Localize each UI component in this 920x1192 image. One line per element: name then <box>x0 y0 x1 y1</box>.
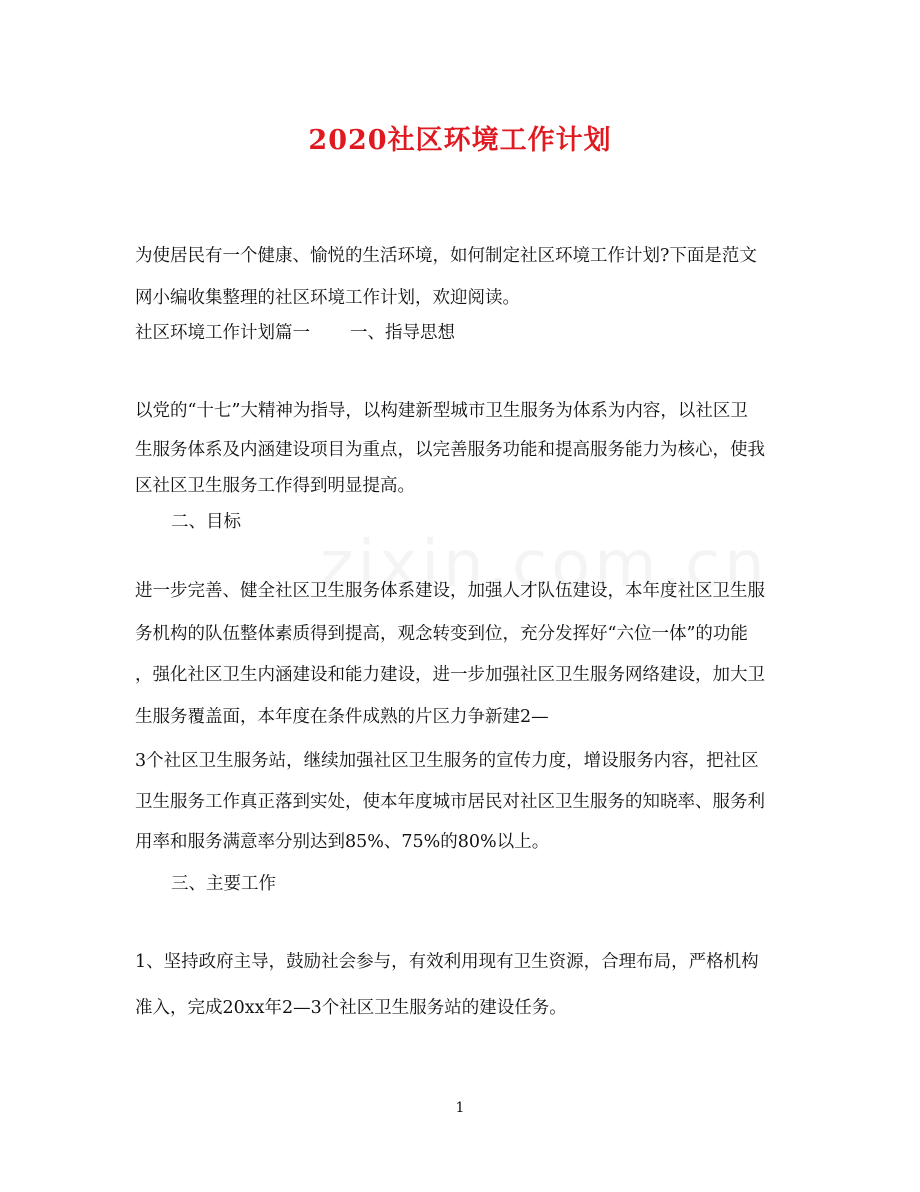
paragraph-line: 以党的“十七”大精神为指导，以构建新型城市卫生服务为体系为内容，以社区卫 <box>135 401 748 421</box>
paragraph-line: 进一步完善、健全社区卫生服务体系建设，加强人才队伍建设，本年度社区卫生服 <box>135 581 765 601</box>
paragraph-line: ，强化社区卫生内涵建设和能力建设，进一步加强社区卫生服务网络建设，加大卫 <box>135 665 765 685</box>
paragraph-line: 卫生服务工作真正落到实处，使本年度城市居民对社区卫生服务的知晓率、服务利 <box>135 792 765 812</box>
paragraph-line: 生服务覆盖面，本年度在条件成熟的片区力争新建2— <box>135 707 549 727</box>
paragraph-line: 1、坚持政府主导，鼓励社会参与，有效利用现有卫生资源，合理布局，严格机构 <box>135 952 759 972</box>
section-heading: 一、指导思想 <box>350 323 455 343</box>
paragraph-line: 用率和服务满意率分别达到85%、75%的80%以上。 <box>135 832 550 852</box>
paragraph-line: 网小编收集整理的社区环境工作计划，欢迎阅读。 <box>135 288 520 308</box>
section-heading: 三、主要工作 <box>171 874 276 894</box>
section-label: 社区环境工作计划篇一 <box>135 323 310 343</box>
section-heading: 二、目标 <box>171 512 241 532</box>
paragraph-line: 区社区卫生服务工作得到明显提高。 <box>135 476 415 496</box>
paragraph-line: 3个社区卫生服务站，继续加强社区卫生服务的宣传力度，增设服务内容，把社区 <box>135 751 759 771</box>
document-title: 2020社区环境工作计划 <box>308 125 612 156</box>
paragraph-line: 为使居民有一个健康、愉悦的生活环境，如何制定社区环境工作计划?下面是范文 <box>135 246 757 266</box>
paragraph-line: 准入，完成20xx年2—3个社区卫生服务站的建设任务。 <box>135 998 567 1018</box>
paragraph-line: 务机构的队伍整体素质得到提高，观念转变到位，充分发挥好“六位一体”的功能 <box>135 624 748 644</box>
section-heading-line <box>135 321 455 345</box>
page-number: 1 <box>455 1100 465 1116</box>
paragraph-line: 生服务体系及内涵建设项目为重点，以完善服务功能和提高服务能力为核心，使我 <box>135 440 765 460</box>
